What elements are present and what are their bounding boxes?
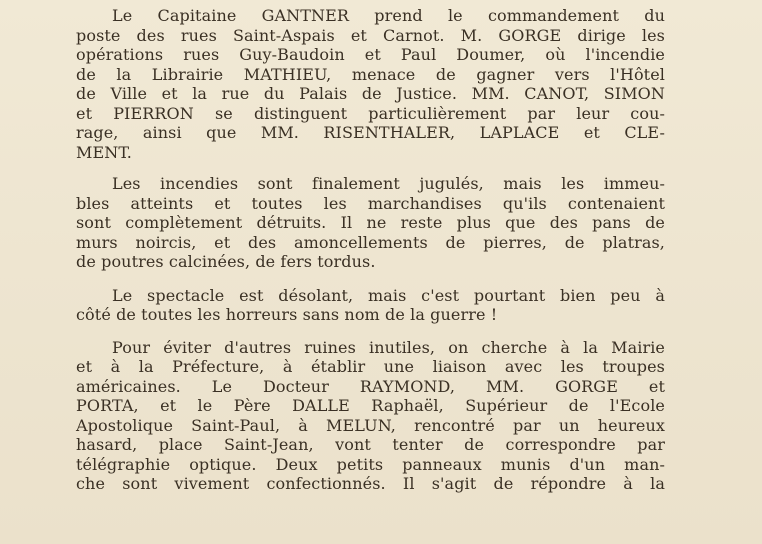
text-line: rage, ainsi que MM. RISENTHALER, LAPLACE et CLE- (76, 123, 665, 142)
text-line: de poutres calcinées, de fers tordus. (76, 252, 376, 271)
paragraph-3 (76, 286, 665, 325)
article-text (76, 6, 665, 506)
paragraph-1 (76, 6, 665, 162)
text-line: hasard, place Saint-Jean, vont tenter de correspondre par (76, 435, 665, 454)
text-line: sont complètement détruits. Il ne reste plus que des pans de (76, 213, 665, 232)
text-line: bles atteints et toutes les marchandises qu'ils contenaient (76, 193, 665, 213)
text-line: poste des rues Saint-Aspais et Carnot. M. GORGE dirige les (76, 25, 665, 45)
text-line: murs noircis, et des amoncellements de pierres, de platras, (76, 232, 665, 252)
text-line: de la Librairie MATHIEU, menace de gagner vers l'Hôtel (76, 64, 665, 84)
paragraph-4 (76, 338, 665, 494)
text-line: Pour éviter d'autres ruines inutiles, on cherche à la Mairie (112, 337, 665, 357)
text-line: et PIERRON se distinguent particulièrement par leur cou- (76, 103, 665, 123)
text-line: télégraphie optique. Deux petits panneaux munis d'un man- (76, 454, 665, 474)
text-line: côté de toutes les horreurs sans nom de la guerre ! (76, 305, 498, 324)
paragraph-2 (76, 174, 665, 272)
text-line: PORTA, et le Père DALLE Raphaël, Supérieur de l'Ecole (76, 396, 665, 415)
text-line: Les incendies sont finalement jugulés, mais les immeu- (112, 174, 665, 193)
text-line: MENT. (76, 142, 132, 162)
text-line: che sont vivement confectionnés. Il s'agit de répondre à la (76, 474, 665, 493)
text-line: opérations rues Guy-Baudoin et Paul Doumer, où l'incendie (76, 45, 665, 64)
text-line: et à la Préfecture, à établir une liaison avec les troupes (76, 357, 665, 376)
text-line: de Ville et la rue du Palais de Justice. MM. CANOT, SIMON (76, 84, 665, 103)
text-line: Le Capitaine GANTNER prend le commandement du (112, 6, 665, 25)
text-line: Apostolique Saint-Paul, à MELUN, rencontré par un heureux (76, 415, 665, 435)
text-line: américaines. Le Docteur RAYMOND, MM. GORGE et (76, 376, 665, 396)
text-line: Le spectacle est désolant, mais c'est pourtant bien peu à (112, 285, 665, 305)
